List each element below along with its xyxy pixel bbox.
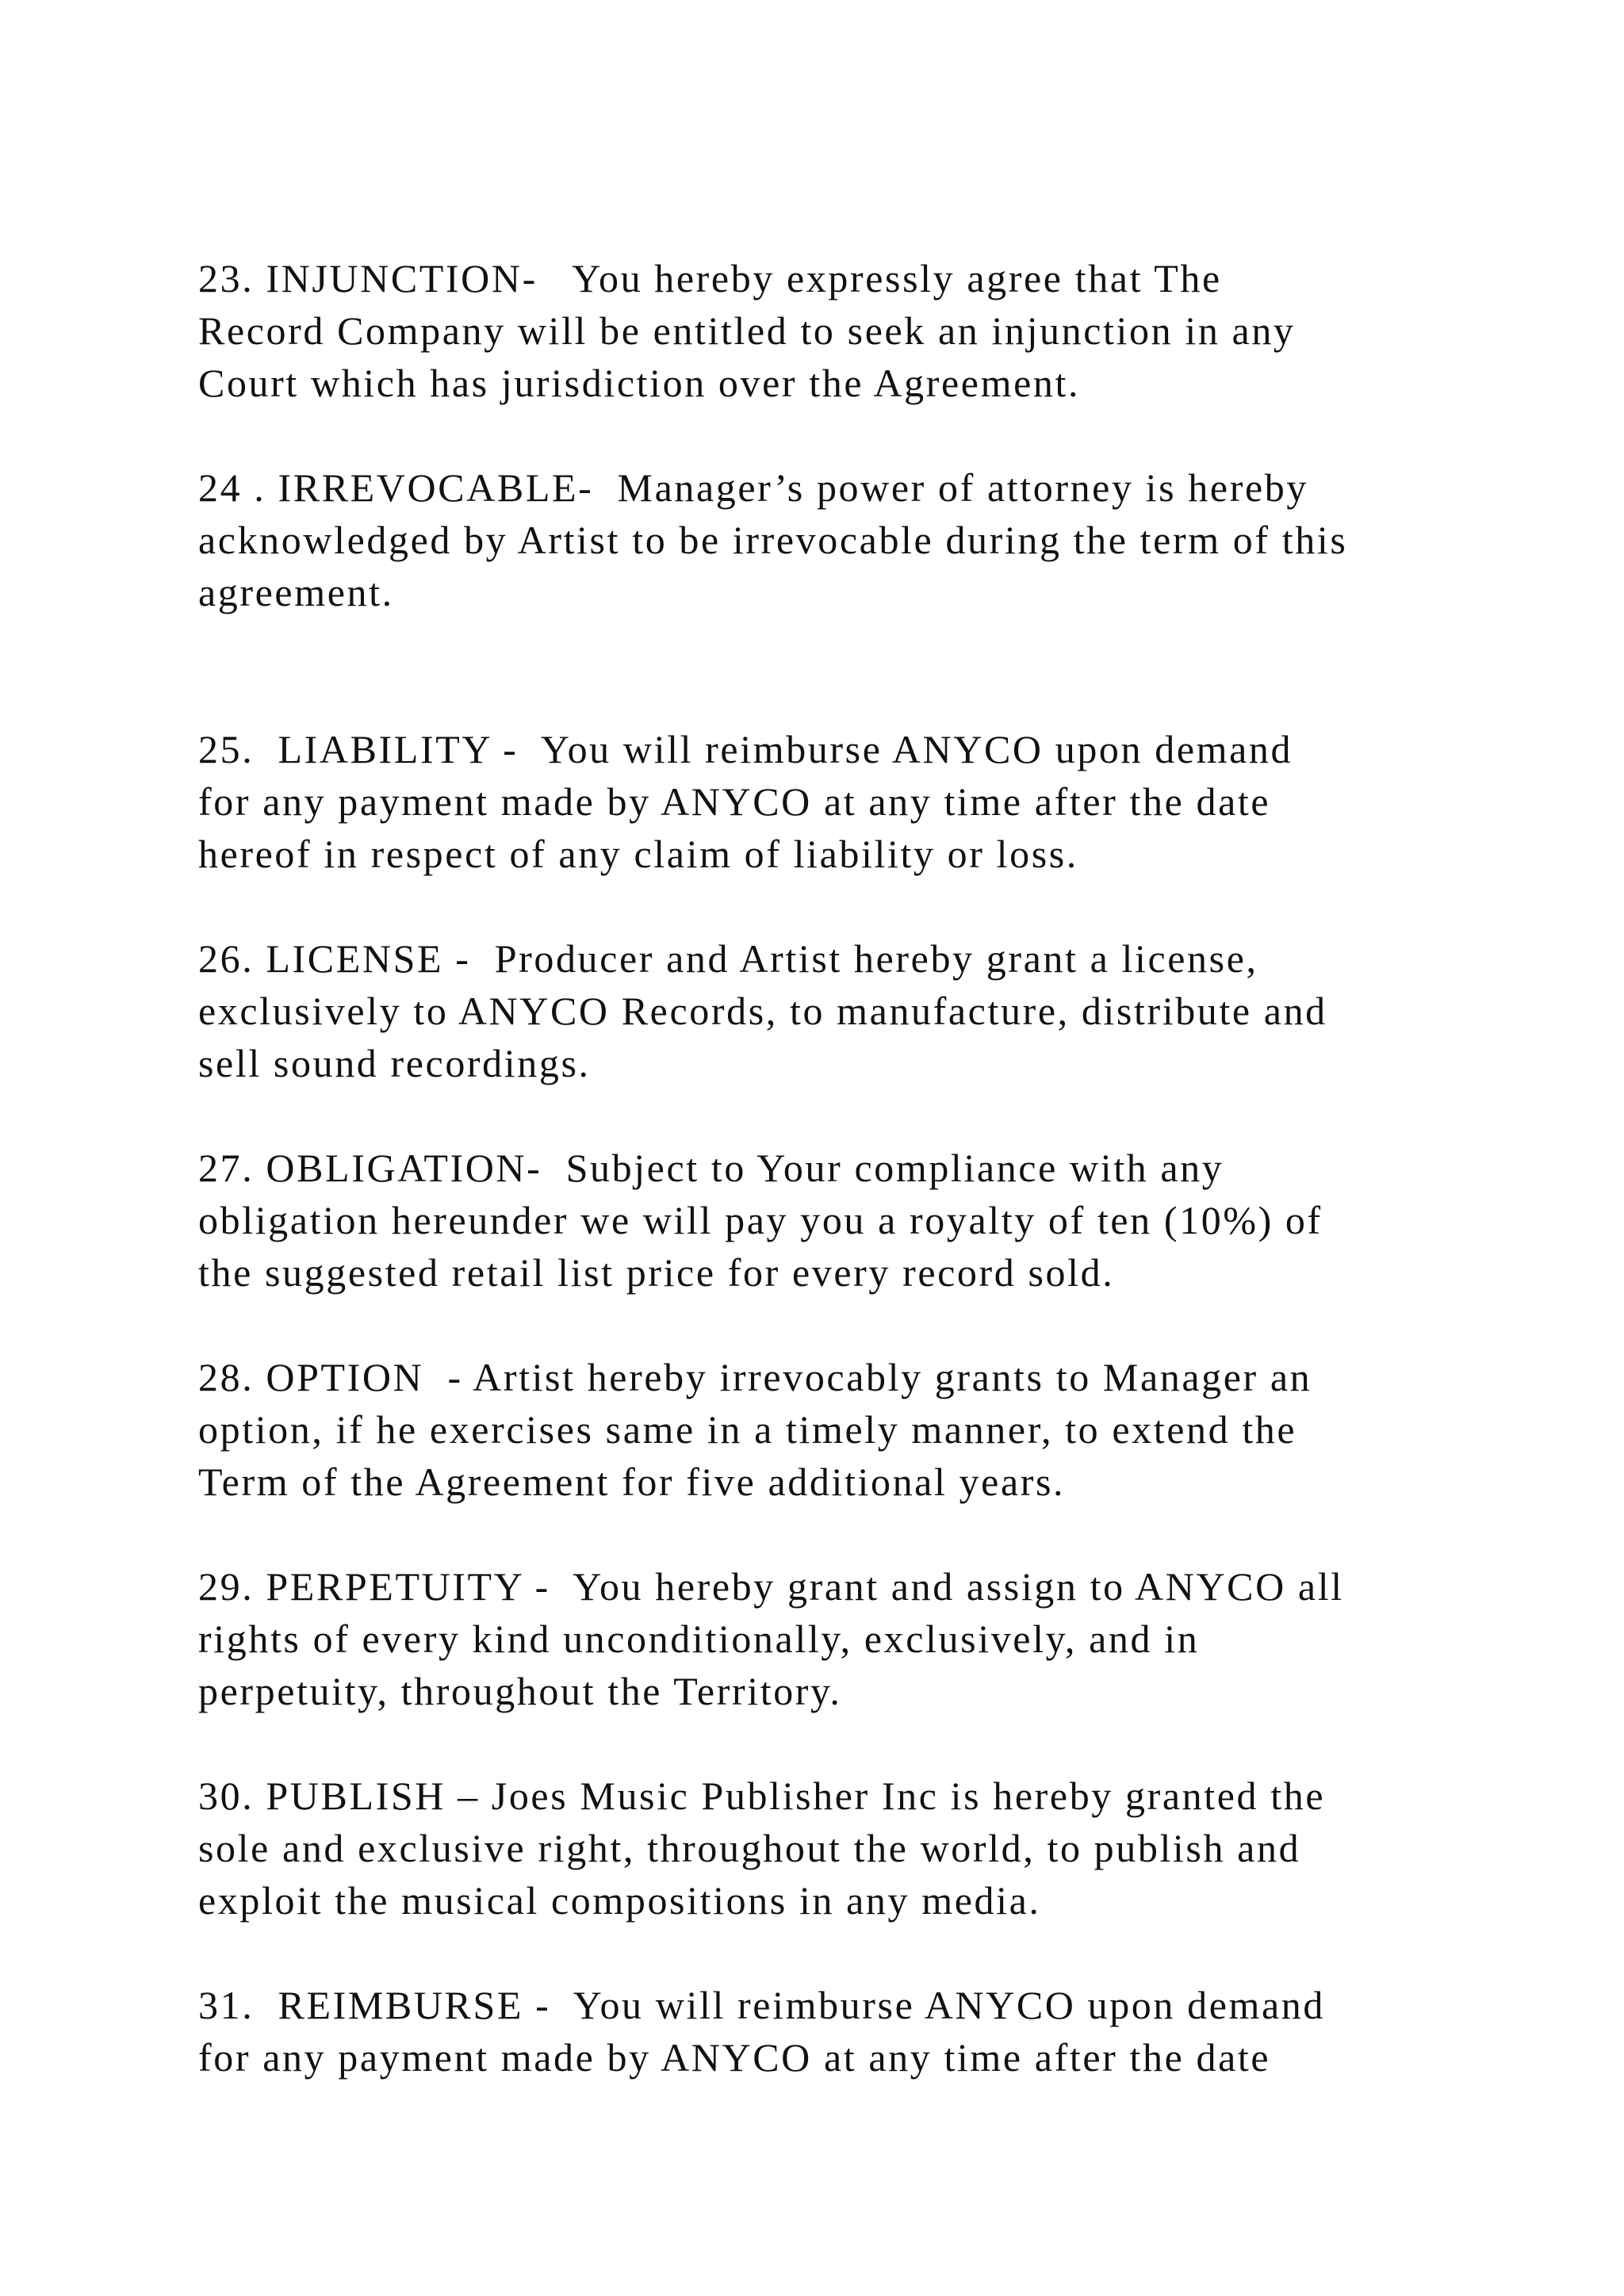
clause-line: acknowledged by Artist to be irrevocable during the term of this <box>198 518 1348 562</box>
clause-line: option, if he exercises same in a timely manner, to extend the <box>198 1407 1297 1452</box>
clause-line: 28. OPTION - Artist hereby irrevocably grants to Manager an <box>198 1355 1312 1399</box>
paragraph-gap <box>198 880 1499 932</box>
clause-26-license <box>198 932 1499 1089</box>
clause-line: Term of the Agreement for five additional years. <box>198 1460 1066 1504</box>
clause-line: for any payment made by ANYCO at any time after the date <box>198 2035 1271 2080</box>
clause-line: exploit the musical compositions in any media. <box>198 1878 1041 1923</box>
paragraph-gap <box>198 1299 1499 1351</box>
clause-line: 30. PUBLISH – Joes Music Publisher Inc is hereby granted the <box>198 1774 1326 1818</box>
clause-30-publish <box>198 1770 1499 1927</box>
clause-27-obligation <box>198 1142 1499 1299</box>
clause-28-option <box>198 1351 1499 1508</box>
clause-line: 31. REIMBURSE - You will reimburse ANYCO upon demand <box>198 1983 1325 2027</box>
paragraph-gap <box>198 1717 1499 1770</box>
clause-line: agreement. <box>198 570 394 614</box>
clause-29-perpetuity <box>198 1560 1499 1717</box>
clause-line: perpetuity, throughout the Territory. <box>198 1669 842 1713</box>
clause-25-liability <box>198 723 1499 880</box>
paragraph-gap <box>198 1508 1499 1560</box>
clause-line: exclusively to ANYCO Records, to manufacture, distribute and <box>198 989 1327 1033</box>
clause-line: 26. LICENSE - Producer and Artist hereby grant a license, <box>198 936 1258 981</box>
clause-31-reimburse <box>198 1979 1499 2084</box>
paragraph-gap <box>198 409 1499 461</box>
clause-24-irrevocable <box>198 461 1499 618</box>
clause-line: 27. OBLIGATION- Subject to Your compliance with any <box>198 1146 1224 1190</box>
clause-line: 24 . IRREVOCABLE- Manager’s power of attorney is hereby <box>198 465 1308 510</box>
clause-line: the suggested retail list price for every record sold. <box>198 1250 1115 1295</box>
clause-line: 25. LIABILITY - You will reimburse ANYCO upon demand <box>198 727 1293 771</box>
paragraph-gap <box>198 618 1499 723</box>
paragraph-gap <box>198 1927 1499 1979</box>
clause-line: for any payment made by ANYCO at any time after the date <box>198 779 1271 824</box>
clause-line: rights of every kind unconditionally, exclusively, and in <box>198 1617 1200 1661</box>
clause-line: Record Company will be entitled to seek an injunction in any <box>198 308 1296 353</box>
clause-line: sell sound recordings. <box>198 1041 591 1085</box>
clause-line: Court which has jurisdiction over the Agreement. <box>198 361 1081 405</box>
clause-line: hereof in respect of any claim of liability or loss. <box>198 832 1078 876</box>
clause-line: 23. INJUNCTION- You hereby expressly agree that The <box>198 256 1222 300</box>
clause-line: sole and exclusive right, throughout the world, to publish and <box>198 1826 1301 1870</box>
clause-line: 29. PERPETUITY - You hereby grant and assign to ANYCO all <box>198 1564 1344 1609</box>
clause-line: obligation hereunder we will pay you a royalty of ten (10%) of <box>198 1198 1323 1242</box>
clause-list <box>198 252 1499 2084</box>
clause-23-injunction <box>198 252 1499 409</box>
paragraph-gap <box>198 1089 1499 1142</box>
